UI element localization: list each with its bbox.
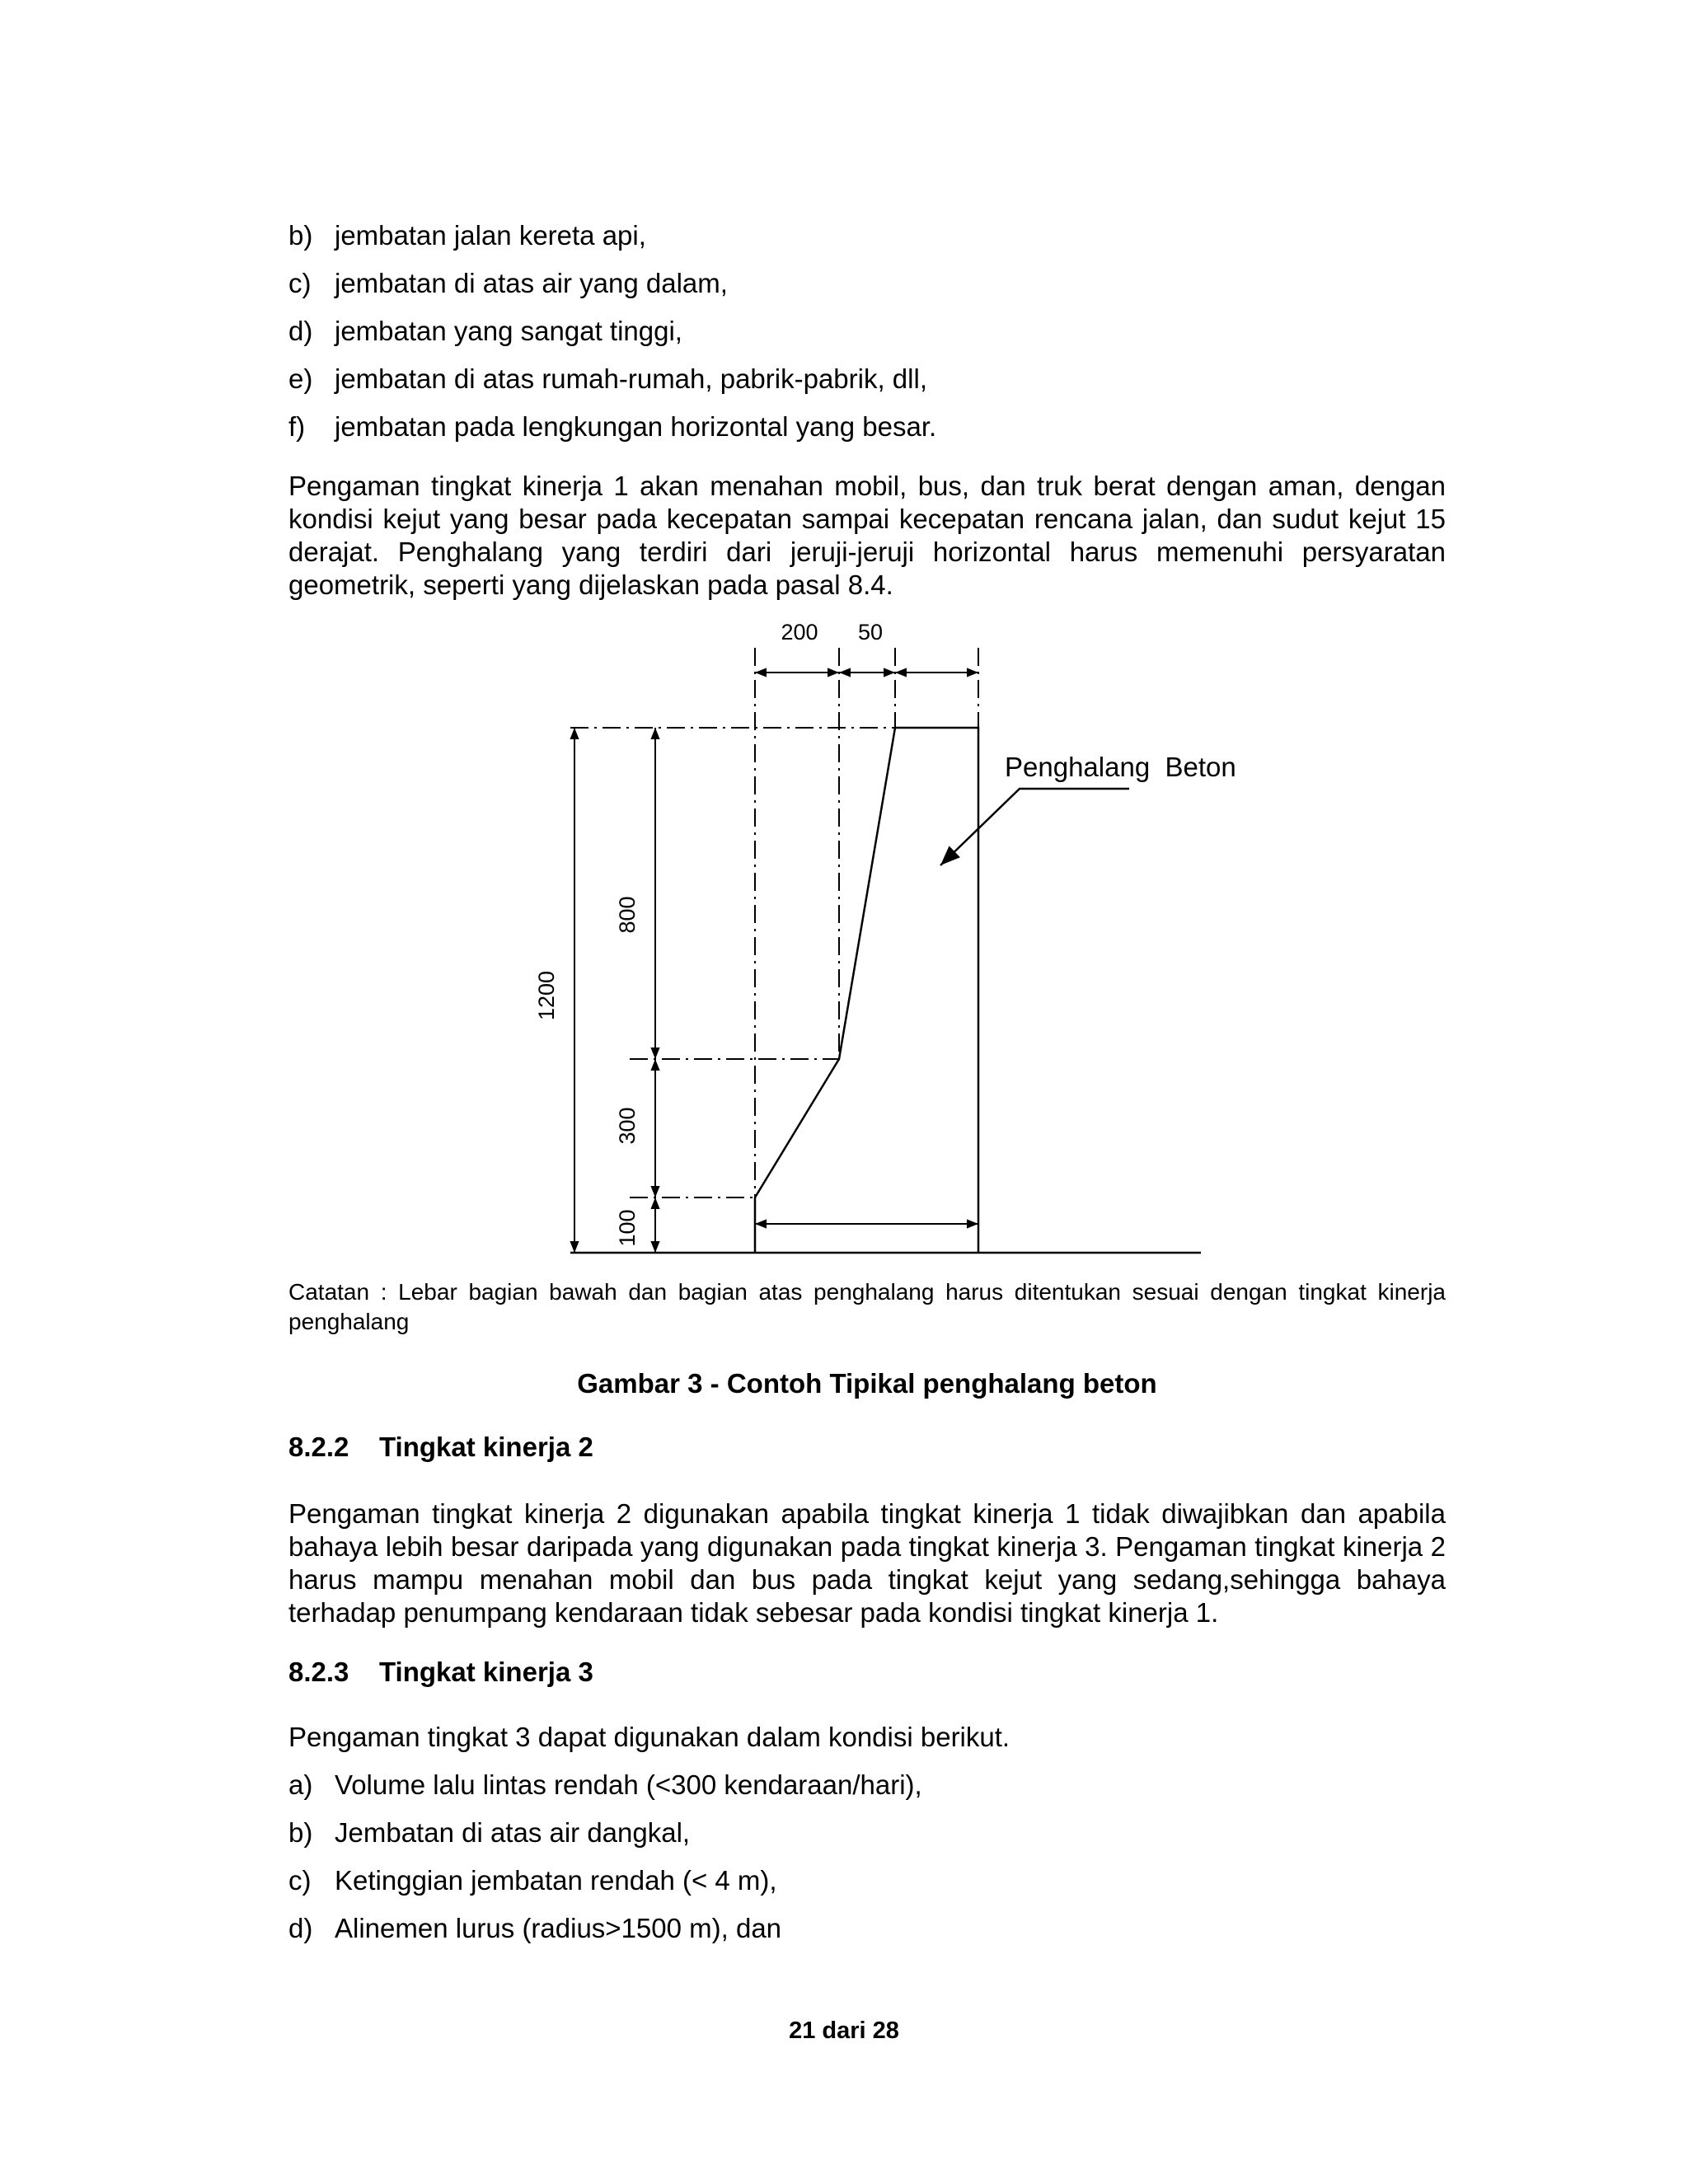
paragraph-kinerja-2: Pengaman tingkat kinerja 2 digunakan apabila tingkat kinerja 1 tidak diwajibkan dan apabila bahaya lebih besar daripada yang digunakan pada tingkat kinerja 3. Pengaman tingkat kinerja 2 harus mampu menahan mobil dan bus pada tingkat kejut yang sedang,sehingga bahaya terhadap penumpang kendaraan tidak sebesar pada kondisi tingkat kinerja 1. [288, 1498, 1446, 1628]
list-text: Ketinggian jembatan rendah (< 4 m), [335, 1865, 777, 1896]
list-marker: b) [288, 1817, 313, 1848]
figure-label: Penghalang Beton [1005, 752, 1236, 782]
list-marker: d) [288, 316, 313, 346]
barrier-profile [755, 728, 978, 1253]
dim-label-1200: 1200 [534, 970, 559, 1021]
list-marker: b) [288, 220, 313, 251]
dim-label-300: 300 [615, 1107, 640, 1145]
list-text: jembatan yang sangat tinggi, [335, 316, 682, 346]
figure-caption: Gambar 3 - Contoh Tipikal penghalang beton [577, 1368, 1157, 1399]
list-marker: a) [288, 1769, 313, 1800]
list-text: jembatan di atas air yang dalam, [335, 268, 728, 298]
section-title: Tingkat kinerja 3 [379, 1657, 593, 1687]
section-heading-822 [288, 1432, 593, 1463]
dim-label-800: 800 [615, 896, 640, 934]
list-text: jembatan pada lengkungan horizontal yang besar. [335, 411, 937, 442]
list-marker: d) [288, 1913, 313, 1943]
list-text: jembatan di atas rumah-rumah, pabrik-pabrik, dll, [335, 363, 927, 394]
label-leader-line [940, 789, 1129, 865]
dim-label-100: 100 [615, 1209, 640, 1247]
paragraph-kinerja-1: Pengaman tingkat kinerja 1 akan menahan mobil, bus, dan truk berat dengan aman, dengan kondisi kejut yang besar pada kecepatan sampai kecepatan rencana jalan, dan sudut kejut 15 derajat. Penghalang yang terdiri dari jeruji-jeruji horizontal harus memenuhi persyaratan geometrik, seperti yang dijelaskan pada pasal 8.4. [288, 471, 1446, 600]
list-text: Volume lalu lintas rendah (<300 kendaraan/hari), [335, 1769, 922, 1800]
section-number: 8.2.3 [288, 1657, 349, 1687]
dim-label-50: 50 [857, 620, 884, 644]
list-marker: c) [288, 268, 312, 298]
figure-note: Catatan : Lebar bagian bawah dan bagian atas penghalang harus ditentukan sesuai dengan tingkat kinerja penghalang [288, 1279, 1446, 1334]
paragraph-kinerja-3: Pengaman tingkat 3 dapat digunakan dalam kondisi berikut. [288, 1722, 1010, 1752]
list-marker: e) [288, 363, 313, 394]
list-text: Jembatan di atas air dangkal, [335, 1817, 691, 1848]
section-title: Tingkat kinerja 2 [379, 1432, 593, 1462]
dim-label-200: 200 [781, 620, 818, 644]
list-marker: f) [288, 411, 306, 442]
list-text: jembatan jalan kereta api, [335, 220, 646, 251]
list-text: Alinemen lurus (radius>1500 m), dan [335, 1913, 782, 1943]
section-heading-823 [288, 1657, 593, 1688]
page-number: 21 dari 28 [789, 2018, 899, 2044]
section-number: 8.2.2 [288, 1432, 349, 1462]
list-marker: c) [288, 1865, 312, 1896]
